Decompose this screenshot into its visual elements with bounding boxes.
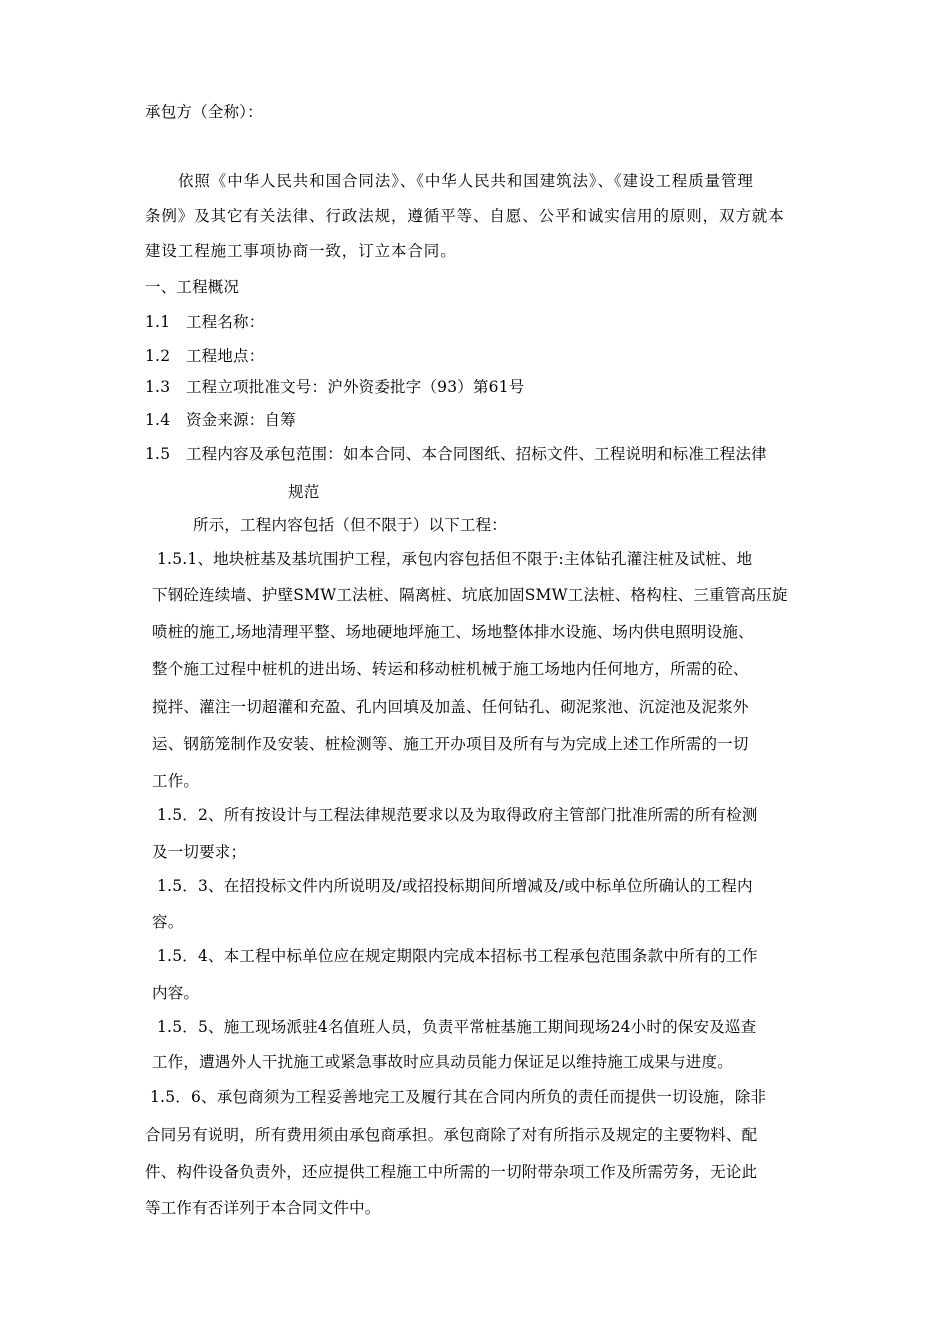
preamble-line-1: 依照《中华人民共和国合同法》、《中华人民共和国建筑法》、《建设工程质量管理 xyxy=(178,172,754,190)
sub-1-5-1-line-5: 搅拌、灌注一切超灌和充盈、孔内回填及加盖、任何钻孔、砌泥浆池、沉淀池及泥浆外 xyxy=(152,698,749,716)
sub-1-5-5-line-1: 1.5．5、施工现场派驻4名值班人员，负责平常桩基施工期间现场24小时的保安及巡查 xyxy=(157,1018,757,1036)
sub-1-5-1-line-4: 整个施工过程中桩机的进出场、转运和移动桩机械于施工场地内任何地方，所需的砼、 xyxy=(152,660,749,678)
sub-1-5-3-line-1: 1.5．3、在招投标文件内所说明及/或招投标期间所增减及/或中标单位所确认的工程内 xyxy=(157,877,753,895)
item-1-2: 1.2 工程地点： xyxy=(145,347,265,365)
sub-1-5-4-line-2: 内容。 xyxy=(152,984,200,1002)
sub-1-5-6-line-4: 等工作有否详列于本合同文件中。 xyxy=(145,1199,381,1217)
sub-1-5-2-line-2: 及一切要求； xyxy=(152,843,247,861)
contractor-label: 承包方（全称）： xyxy=(145,103,263,121)
item-1-1: 1.1 工程名称： xyxy=(145,313,265,331)
sub-1-5-6-line-2: 合同另有说明，所有费用须由承包商承担。承包商除了对有所指示及规定的主要物料、配 xyxy=(145,1126,758,1144)
sub-1-5-1-line-6: 运、钢筋笼制作及安装、桩检测等、施工开办项目及所有与为完成上述工作所需的一切 xyxy=(152,735,749,753)
sub-1-5-4-line-1: 1.5．4、本工程中标单位应在规定期限内完成本招标书工程承包范围条款中所有的工作 xyxy=(157,947,758,965)
preamble-line-3: 建设工程施工事项协商一致，订立本合同。 xyxy=(145,242,457,260)
sub-1-5-1-line-7: 工作。 xyxy=(152,772,200,790)
sub-1-5-1-line-1: 1.5.1、地块桩基及基坑围护工程，承包内容包括但不限于:主体钻孔灌注桩及试桩、地 xyxy=(157,550,753,568)
sub-1-5-1-line-3: 喷桩的施工,场地清理平整、场地硬地坪施工、场地整体排水设施、场内供电照明设施、 xyxy=(152,623,754,641)
item-1-5-continuation-2: 所示，工程内容包括（但不限于）以下工程： xyxy=(193,516,508,534)
item-1-5: 1.5 工程内容及承包范围：如本合同、本合同图纸、招标文件、工程说明和标准工程法律 xyxy=(145,445,767,463)
sub-1-5-3-line-2: 容。 xyxy=(152,913,184,931)
item-1-5-continuation: 规范 xyxy=(288,483,320,501)
sub-1-5-2-line-1: 1.5．2、所有按设计与工程法律规范要求以及为取得政府主管部门批准所需的所有检测 xyxy=(157,806,758,824)
section-1-heading: 一、工程概况 xyxy=(145,278,240,296)
sub-1-5-5-line-2: 工作，遭遇外人干扰施工或紧急事故时应具动员能力保证足以维持施工成果与进度。 xyxy=(152,1053,733,1071)
item-1-4: 1.4 资金来源：自筹 xyxy=(145,411,296,429)
sub-1-5-6-line-3: 件、构件设备负责外，还应提供工程施工中所需的一切附带杂项工作及所需劳务，无论此 xyxy=(145,1163,758,1181)
preamble-line-2: 条例》及其它有关法律、行政法规，遵循平等、自愿、公平和诚实信用的原则，双方就本 xyxy=(145,207,785,225)
sub-1-5-6-line-1: 1.5．6、承包商须为工程妥善地完工及履行其在合同内所负的责任而提供一切设施，除非 xyxy=(150,1088,767,1106)
item-1-3: 1.3 工程立项批准文号：沪外资委批字（93）第61号 xyxy=(145,378,525,396)
sub-1-5-1-line-2: 下钢砼连续墙、护壁SMW工法桩、隔离桩、坑底加固SMW工法桩、格构柱、三重管高压旋 xyxy=(152,586,788,604)
